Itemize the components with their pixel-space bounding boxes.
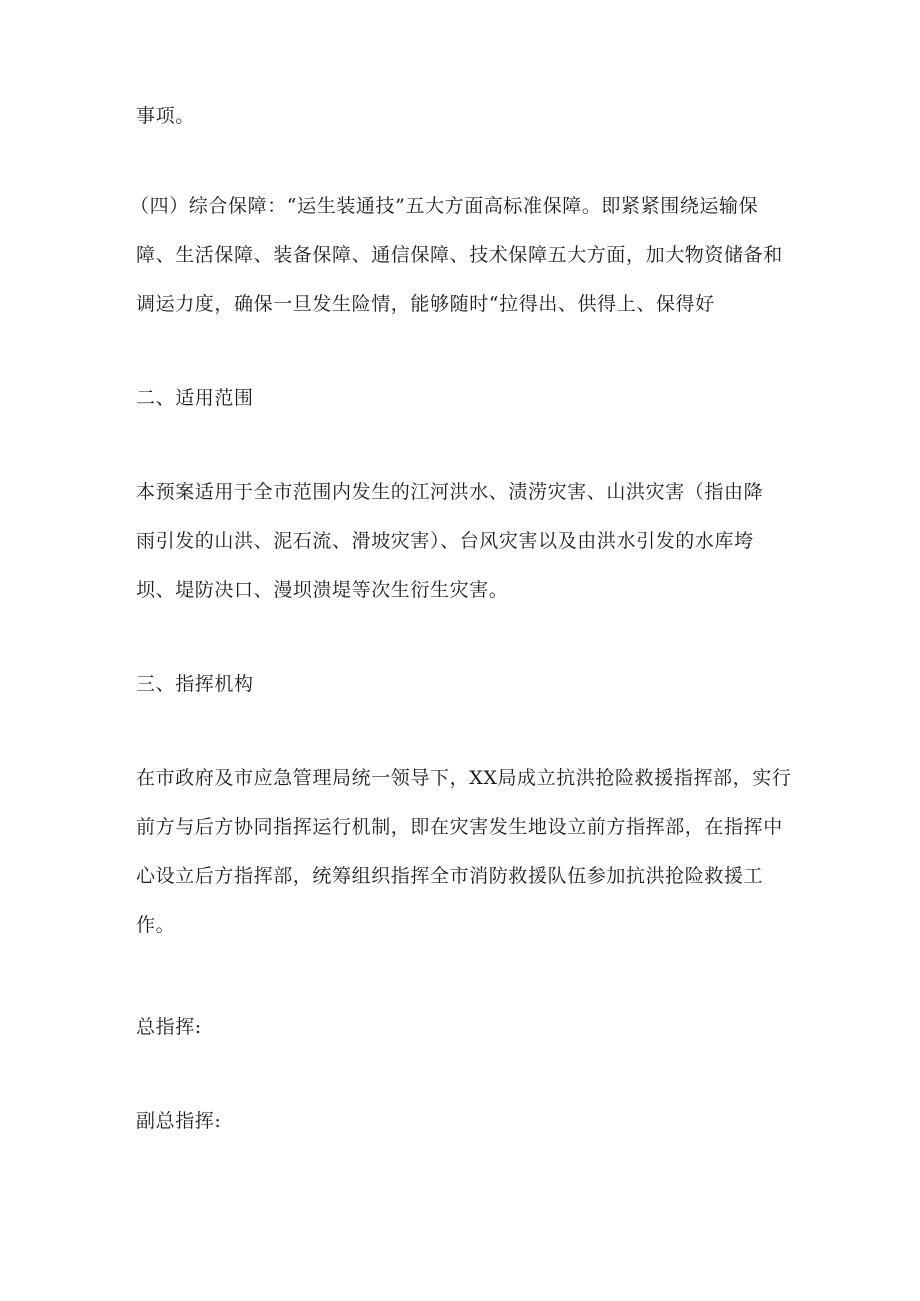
section-4-line-3: 调运力度，确保一旦发生险情，能够随时“拉得出、供得上、保得好 <box>136 293 715 315</box>
scope-line-1: 本预案适用于全市范围内发生的江河洪水、渍涝灾害、山洪灾害（指由降 <box>136 481 764 503</box>
heading-command: 三、指挥机构 <box>136 673 254 695</box>
deputy-commander-label: 副总指挥: <box>136 1110 222 1132</box>
scope-line-2: 雨引发的山洪、泥石流、滑坡灾害）、台风灾害以及由洪水引发的水库垮 <box>136 530 754 552</box>
command-line-1: 在市政府及市应急管理局统一领导下，XX局成立抗洪抢险救援指挥部，实行 <box>136 767 792 789</box>
command-line-3: 心设立后方指挥部，统筹组织指挥全市消防救援队伍参加抗洪抢险救援工 <box>136 865 764 887</box>
heading-scope: 二、适用范围 <box>136 387 254 409</box>
command-line-4: 作。 <box>136 914 176 936</box>
continuation-line: 事项。 <box>136 105 195 127</box>
commander-label: 总指挥: <box>136 1016 202 1038</box>
section-4-line-2: 障、生活保障、装备保障、通信保障、技术保障五大方面，加大物资储备和 <box>136 244 783 266</box>
scope-line-3: 坝、堤防决口、漫坝溃堤等次生衍生灾害。 <box>136 579 509 601</box>
section-4-line-1: （四）综合保障：“运生装通技”五大方面高标准保障。即紧紧围绕运输保 <box>130 195 759 217</box>
command-line-2: 前方与后方协同指挥运行机制，即在灾害发生地设立前方指挥部，在指挥中 <box>136 816 783 838</box>
